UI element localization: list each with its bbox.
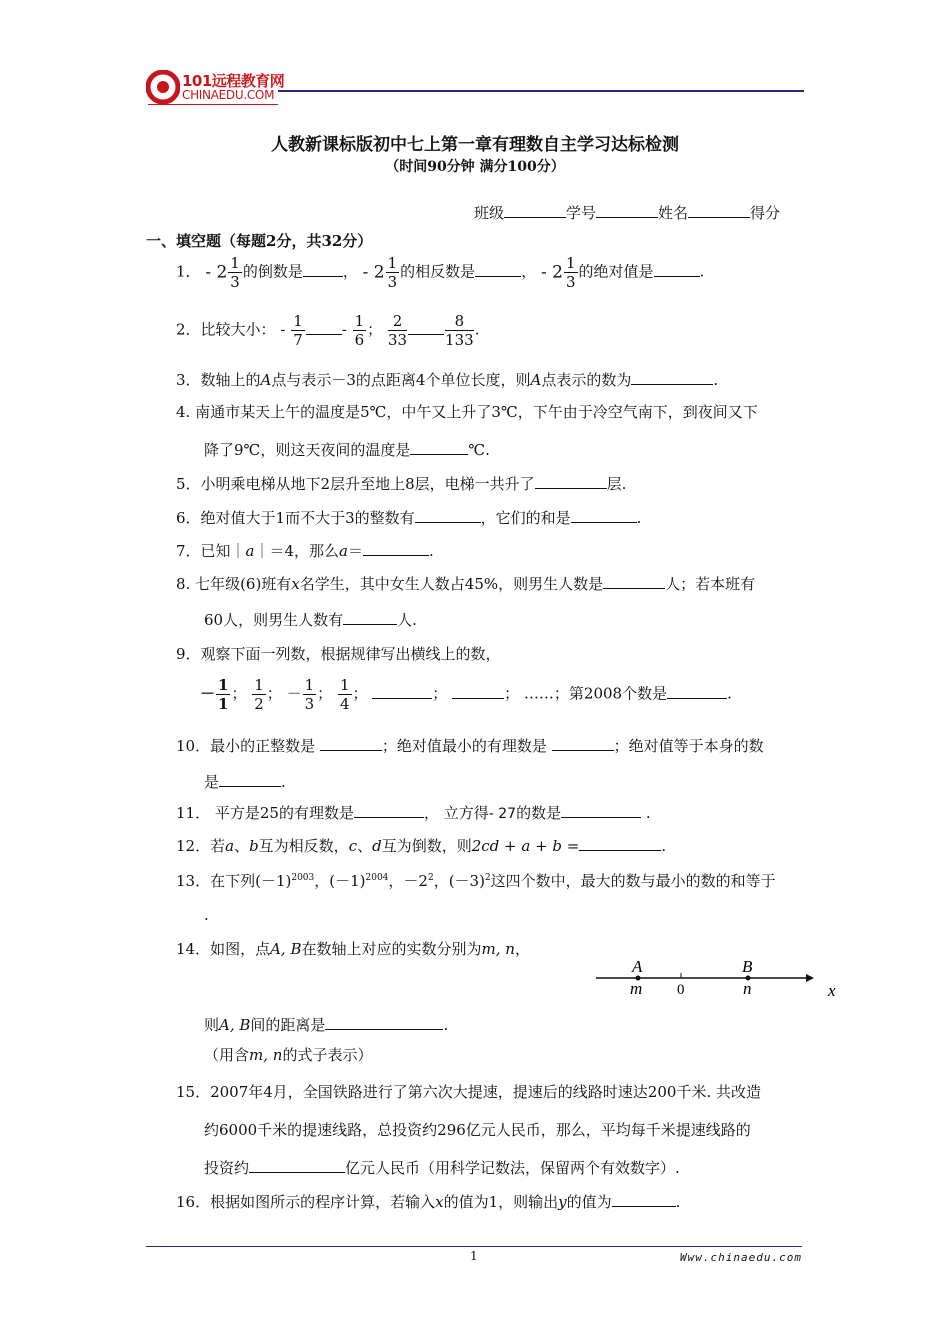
fraction: $\frac{2}{33}$	[387, 312, 408, 349]
page-title: 人教新课标版初中七上第一章有理数自主学习达标检测	[271, 135, 679, 155]
fraction: $\frac{1}{3}$	[230, 254, 240, 291]
question-14-line2: 则A, B间的距离是 .	[204, 1016, 449, 1034]
answer-blank[interactable]	[603, 574, 665, 589]
fraction: $\frac{1}{7}$	[293, 312, 303, 349]
answer-blank[interactable]	[571, 508, 637, 523]
footer-url: Www.chinaedu.com	[680, 1251, 802, 1264]
class-blank[interactable]	[504, 203, 566, 218]
question-5: 5．小明乘电梯从地下2层升至地上8层，电梯一共升了 层.	[176, 475, 627, 493]
question-9: 9．观察下面一列数，根据规律写出横线上的数，	[176, 645, 501, 663]
answer-blank[interactable]	[561, 803, 641, 818]
label-b: B	[742, 958, 753, 976]
question-14: 14．如图，点A, B在数轴上对应的实数分别为m, n，	[176, 940, 530, 958]
section-heading: 一、填空题（每题2分，共32分）	[146, 232, 373, 250]
question-6: 6．绝对值大于1而不大于3的整数有 ，它们的和是 .	[176, 509, 642, 527]
answer-blank[interactable]	[667, 684, 727, 699]
label-zero: 0	[677, 982, 685, 998]
question-16: 16．根据如图所示的程序计算，若输入x的值为1，则输出y的值为 .	[176, 1193, 681, 1211]
number-line-diagram	[596, 958, 846, 998]
answer-blank[interactable]	[475, 262, 521, 277]
header-rule-accent	[148, 104, 278, 105]
fraction: $\frac{1}{6}$	[354, 312, 365, 349]
question-9-sequence: － $\frac{1}{1}$ ； $\frac{1}{2}$ ； － $\frac{1}{3}$ ； $\frac{1}{4}$ ； ； ； ……；第2008个数是 .	[200, 676, 732, 713]
answer-blank[interactable]	[219, 772, 281, 787]
page-number: 1	[470, 1249, 478, 1263]
question-10-line2: 是 .	[204, 773, 286, 791]
answer-blank[interactable]	[303, 262, 343, 277]
question-14-line3: （用含m, n的式子表示）	[204, 1046, 373, 1064]
page-subtitle: （时间90分钟 满分100分）	[385, 159, 565, 175]
logo-icon	[146, 70, 180, 104]
header-rule	[278, 90, 804, 92]
number-label: 学号	[566, 204, 597, 222]
fraction: $\frac{1}{1}$	[218, 676, 229, 713]
answer-blank[interactable]	[631, 370, 713, 385]
answer-blank[interactable]	[408, 320, 444, 335]
question-7: 7．已知｜a｜＝4，那么a＝ .	[176, 542, 434, 560]
answer-blank[interactable]	[320, 736, 382, 751]
score-label: 得分	[750, 204, 781, 222]
fraction: $\frac{1}{2}$	[254, 676, 264, 713]
student-info-line	[474, 202, 780, 223]
fraction: $\frac{1}{4}$	[339, 676, 350, 713]
answer-blank[interactable]	[372, 684, 432, 699]
answer-blank[interactable]	[410, 440, 468, 455]
fraction: $\frac{1}{3}$	[304, 676, 315, 713]
answer-blank[interactable]	[654, 262, 700, 277]
answer-blank[interactable]	[249, 1158, 345, 1173]
answer-blank[interactable]	[535, 474, 607, 489]
question-4: 4. 南通市某天上午的温度是5℃，中午又上升了3℃，下午由于冷空气南下，到夜间又下	[176, 403, 758, 421]
number-blank[interactable]	[596, 203, 658, 218]
answer-blank[interactable]	[552, 736, 614, 751]
question-4-line2: 降了9℃，则这天夜间的温度是 ℃.	[204, 441, 490, 459]
logo-text: 101远程教育网	[182, 72, 285, 90]
question-2: 2．比较大小： - $\frac{1}{7}$ - $\frac{1}{6}$ ； $\frac{2}{33}$ $\frac{8}{133}$ .	[176, 312, 480, 349]
question-8-line2: 60人，则男生人数有 人.	[204, 611, 417, 629]
fraction: $\frac{1}{3}$	[387, 254, 398, 291]
question-13-line2: .	[204, 906, 209, 924]
question-15: 15．2007年4月，全国铁路进行了第六次大提速，提速后的线路时速达200千米. 共改造	[176, 1083, 761, 1101]
label-n: n	[743, 979, 752, 998]
answer-blank[interactable]	[306, 320, 342, 335]
name-blank[interactable]	[688, 203, 750, 218]
footer-rule	[146, 1246, 802, 1247]
answer-blank[interactable]	[415, 508, 481, 523]
answer-blank[interactable]	[452, 684, 504, 699]
question-15-line2: 约6000千米的提速线路，总投资约296亿元人民币，那么，平均每千米提速线路的	[204, 1121, 751, 1139]
question-8: 8. 七年级(6)班有x名学生，其中女生人数占45%，则男生人数是 人；若本班有	[176, 575, 756, 593]
answer-blank[interactable]	[354, 803, 424, 818]
question-1: 1． - 2 $\frac{1}{3}$ 的倒数是 ， - 2 $\frac{1}{3}$ 的相反数是 ， - 2 $\frac{1}{3}$ 的绝对值是 .	[176, 254, 705, 291]
answer-blank[interactable]	[343, 610, 397, 625]
axis-arrow-icon	[806, 974, 814, 982]
question-13: 13．在下列$(-1)^{2003}$，$(-1)^{2004}$，$-2^2$，$(-3)^2$这四个数中，最大的数与最小的数的和等于	[176, 872, 776, 890]
question-12: 12．若a、b互为相反数，c、d互为倒数，则2cd + a + b = .	[176, 837, 667, 855]
question-10: 10．最小的正整数是 ；绝对值最小的有理数是 ；绝对值等于本身的数	[176, 737, 764, 755]
label-a: A	[632, 958, 643, 976]
answer-blank[interactable]	[612, 1192, 676, 1207]
answer-blank[interactable]	[325, 1015, 443, 1030]
answer-blank[interactable]	[579, 836, 661, 851]
name-label: 姓名	[658, 204, 689, 222]
label-x: x	[828, 981, 836, 998]
class-label: 班级	[474, 204, 505, 222]
question-11: 11． 平方是25的有理数是 ， 立方得- 27的数是 .	[176, 804, 651, 822]
fraction: $\frac{1}{3}$	[565, 254, 576, 291]
question-15-line3: 投资约 亿元人民币（用科学记数法，保留两个有效数字）.	[204, 1159, 680, 1177]
fraction: $\frac{8}{133}$	[445, 312, 474, 349]
answer-blank[interactable]	[363, 541, 429, 556]
question-3: 3．数轴上的A点与表示－3的点距离4个单位长度，则A点表示的数为 .	[176, 371, 719, 389]
logo-domain: CHINAEDU.COM	[182, 88, 275, 102]
label-m: m	[630, 979, 643, 998]
